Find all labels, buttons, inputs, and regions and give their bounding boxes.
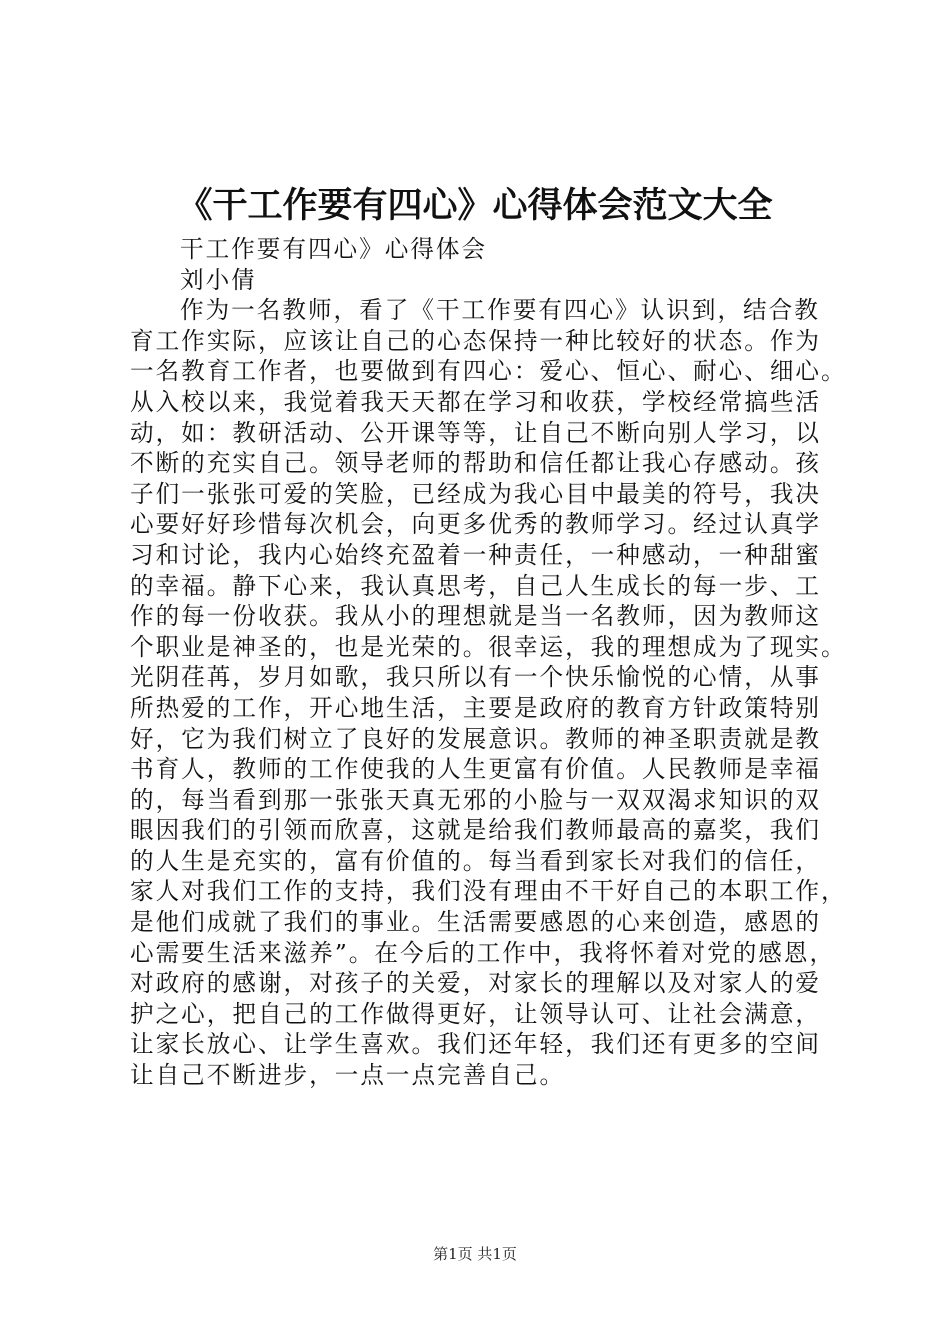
paragraph-line: 让家长放心、让学生喜欢。我们还年轻，我们还有更多的空间 bbox=[130, 1030, 822, 1059]
paragraph-line: 作的每一份收获。我从小的理想就是当一名教师，因为教师这 bbox=[130, 602, 822, 631]
paragraph-line: 个职业是神圣的，也是光荣的。很幸运，我的理想成为了现实。 bbox=[130, 632, 847, 661]
author-name: 刘小倩 bbox=[180, 265, 257, 294]
paragraph-line: 的，每当看到那一张张天真无邪的小脸与一双双渴求知识的双 bbox=[130, 785, 822, 814]
paragraph-line: 心要好好珍惜每次机会，向更多优秀的教师学习。经过认真学 bbox=[130, 510, 822, 539]
paragraph-line: 育工作实际，应该让自己的心态保持一种比较好的状态。作为 bbox=[130, 326, 822, 355]
paragraph-line: 不断的充实自己。领导老师的帮助和信任都让我心存感动。孩 bbox=[130, 449, 822, 478]
paragraph-line: 对政府的感谢，对孩子的关爱，对家长的理解以及对家人的爱 bbox=[130, 969, 822, 998]
document-title: 《干工作要有四心》心得体会范文大全 bbox=[177, 186, 773, 226]
paragraph-line: 作为一名教师，看了《干工作要有四心》认识到，结合教 bbox=[180, 296, 820, 325]
document-body bbox=[130, 234, 847, 1091]
paragraph-line: 子们一张张可爱的笑脸，已经成为我心目中最美的符号，我决 bbox=[130, 479, 822, 508]
paragraph-line: 心需要生活来滋养”。在今后的工作中，我将怀着对党的感恩， bbox=[130, 938, 836, 967]
paragraph-line: 的幸福。静下心来，我认真思考，自己人生成长的每一步、工 bbox=[130, 571, 822, 600]
paragraph-line: 让自己不断进步，一点一点完善自己。 bbox=[130, 1061, 566, 1090]
paragraph-line: 护之心，把自己的工作做得更好，让领导认可、让社会满意， bbox=[130, 999, 822, 1028]
paragraph-line: 家人对我们工作的支持，我们没有理由不干好自己的本职工作， bbox=[130, 877, 847, 906]
paragraph-line: 是他们成就了我们的事业。生活需要感恩的心来创造，感恩的 bbox=[130, 908, 822, 937]
subtitle: 干工作要有四心》心得体会 bbox=[180, 235, 488, 263]
paragraph-line: 书育人，教师的工作使我的人生更富有价值。人民教师是幸福 bbox=[130, 755, 822, 784]
page-number-footer: 第1页 共1页 bbox=[433, 1245, 517, 1263]
paragraph-line: 眼因我们的引领而欣喜，这就是给我们教师最高的嘉奖，我们 bbox=[130, 816, 822, 845]
paragraph-line: 好，它为我们树立了良好的发展意识。教师的神圣职责就是教 bbox=[130, 724, 822, 753]
paragraph-line: 一名教育工作者，也要做到有四心：爱心、恒心、耐心、细心。 bbox=[130, 357, 847, 386]
paragraph-line: 从入校以来，我觉着我天天都在学习和收获，学校经常搞些活 bbox=[130, 387, 822, 416]
paragraph-line: 动，如：教研活动、公开课等等，让自己不断向别人学习，以 bbox=[130, 418, 822, 447]
paragraph-line: 光阴荏苒，岁月如歌，我只所以有一个快乐愉悦的心情，从事 bbox=[130, 663, 822, 692]
paragraph-line: 的人生是充实的，富有价值的。每当看到家长对我们的信任， bbox=[130, 846, 822, 875]
paragraph-line: 习和讨论，我内心始终充盈着一种责任，一种感动，一种甜蜜 bbox=[130, 540, 822, 569]
paragraph-line: 所热爱的工作，开心地生活，主要是政府的教育方针政策特别 bbox=[130, 693, 822, 722]
